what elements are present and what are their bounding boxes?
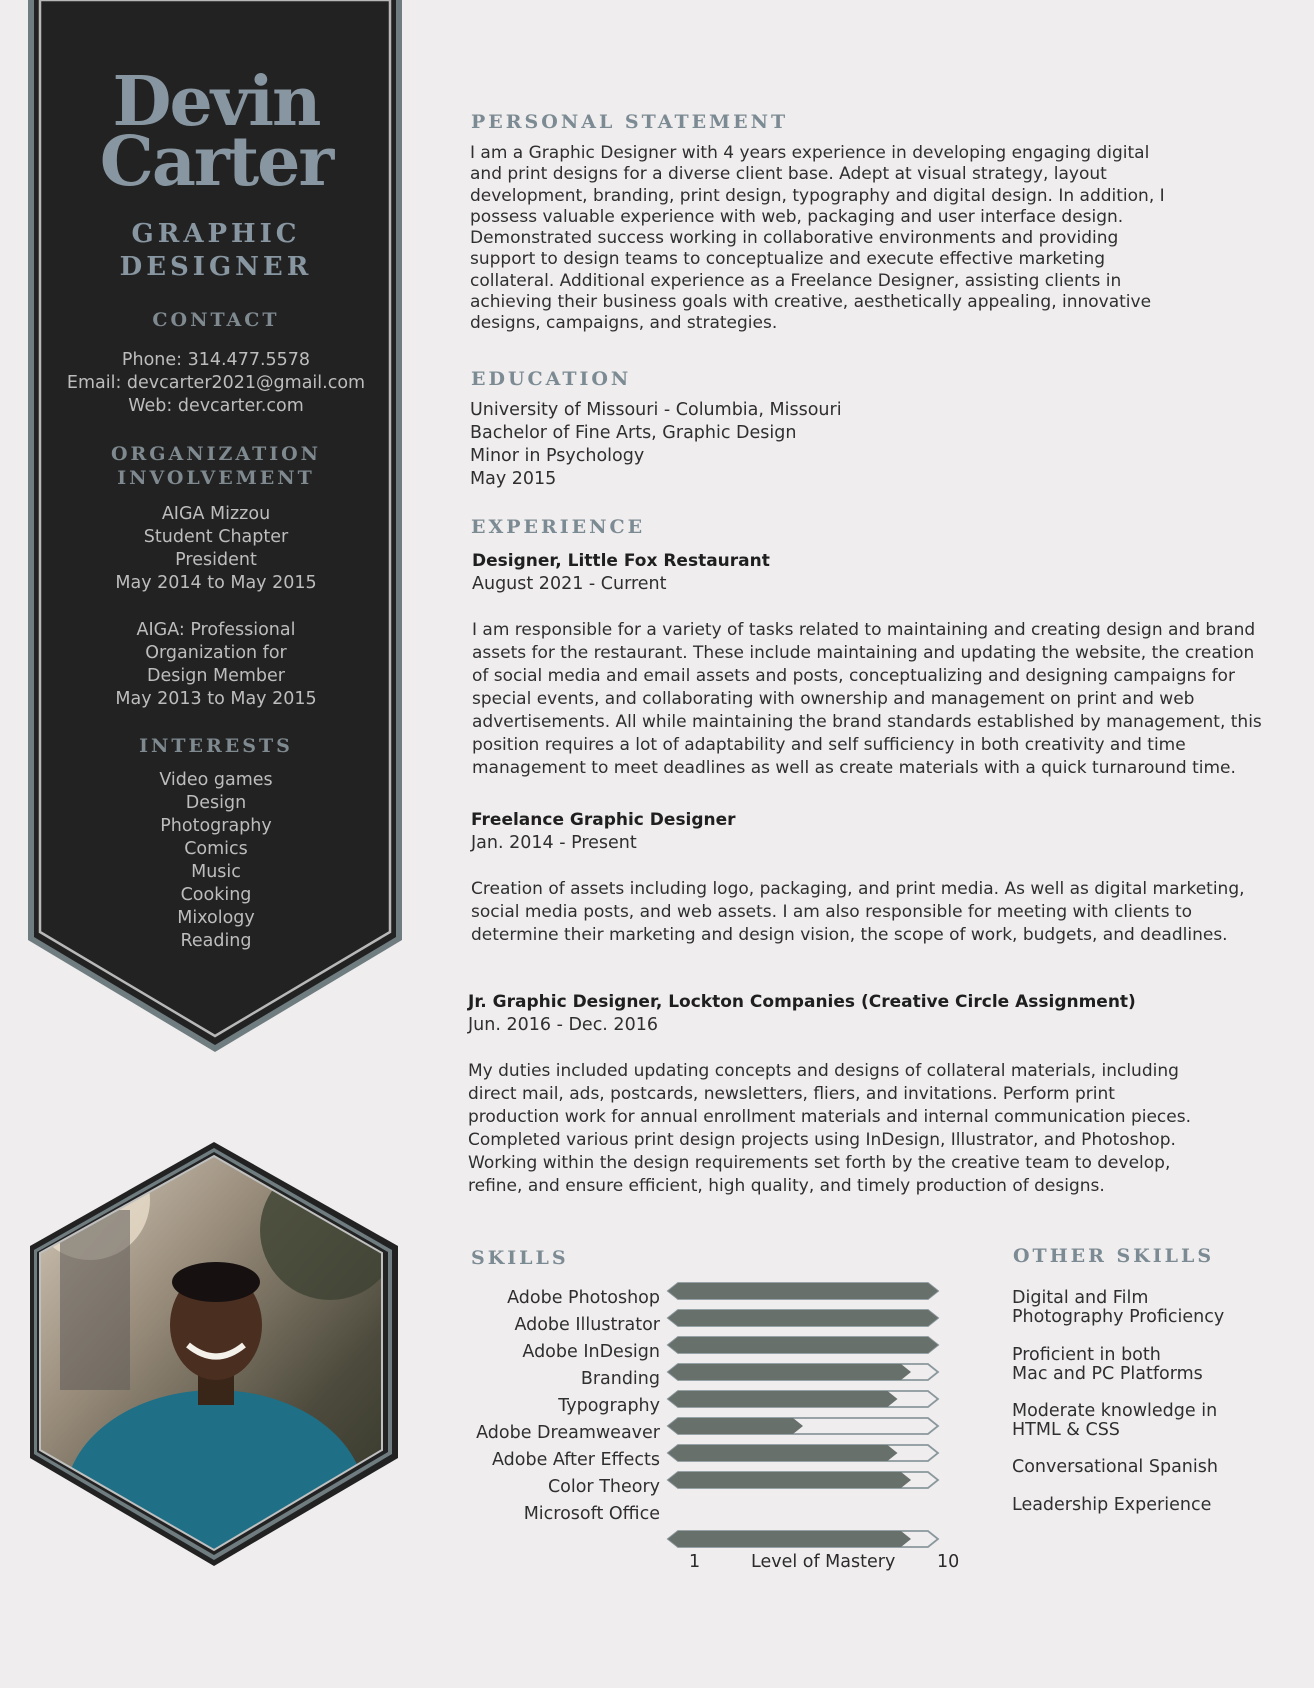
- list-item: Design: [185, 793, 247, 813]
- list-item: Cooking: [180, 885, 252, 905]
- skill-label: Microsoft Office: [523, 1504, 660, 1524]
- list-item: Video games: [159, 770, 273, 790]
- last-name: Carter: [99, 122, 333, 202]
- skill-label: Typography: [558, 1396, 660, 1416]
- personal-statement: I am a Graphic Designer with 4 years experience in developing engaging digital and print designs for a diverse client base. Adept at visual strategy, layout development, branding, print design, typography and digital design. In addition, I possess valuable experience with web, packaging and user interface design. Demonstrated success working in collaborative environments and providing support to design teams to conceptualize and execute effective marketing collateral. Additional experience as a Freelance Designer, assisting clients in achieving their business goals with creative, aesthetically appealing, innovative designs, campaigns, and strategies.: [470, 143, 1165, 334]
- list-item: Photography: [160, 816, 272, 836]
- scale-min: 1: [689, 1552, 701, 1572]
- job-title: Freelance Graphic Designer: [471, 810, 736, 830]
- skill-label: Color Theory: [547, 1477, 660, 1497]
- contact-email: Email: devcarter2021@gmail.com: [66, 373, 366, 393]
- skill-bar-fill: [668, 1445, 898, 1461]
- skill-bar-fill: [668, 1337, 938, 1353]
- contact-info: [40, 349, 392, 418]
- job-title: Designer, Little Fox Restaurant: [472, 551, 770, 571]
- job-title-heading: GRAPHIC DESIGNER: [119, 219, 313, 282]
- skill-bar-fill: [668, 1364, 911, 1380]
- experience-entry: [468, 991, 1191, 1198]
- skill-label: Adobe InDesign: [522, 1342, 660, 1362]
- skill-label: Branding: [580, 1369, 660, 1389]
- job-description: My duties included updating concepts and designs of collateral materials, including direct mail, ads, postcards, newsletters, fliers, and invitations. Perform print production work for annual enrollment materials and internal communication pieces. Completed various print design projects using InDesign, Illustrator, and Photoshop. Working within the design requirements set forth by the creative team to develop, refine, and ensure efficient, high quality, and timely production of designs.: [468, 1061, 1191, 1196]
- list-item: Mixology: [177, 908, 255, 928]
- interests-heading: INTERESTS: [139, 735, 293, 757]
- other-skill-item: Conversational Spanish: [1012, 1457, 1218, 1477]
- skill-bars: [660, 1280, 950, 1550]
- skill-label: Adobe After Effects: [492, 1450, 660, 1470]
- experience-entry: [472, 550, 1262, 780]
- list-item: Reading: [180, 931, 252, 951]
- job-description: Creation of assets including logo, packaging, and print media. As well as digital marketing, social media posts, and web assets. I am also responsible for meeting with clients to determine their marketing and design vision, the scope of work, budgets, and deadlines.: [471, 879, 1245, 945]
- experience-heading: EXPERIENCE: [471, 516, 646, 538]
- education-details: University of Missouri - Columbia, Missouri Bachelor of Fine Arts, Graphic Design Minor in Psychology May 2015: [470, 400, 842, 489]
- job-dates: Jan. 2014 - Present: [471, 833, 637, 853]
- scale-label: Level of Mastery: [751, 1552, 896, 1572]
- other-skill-item: Digital and Film Photography Proficiency: [1012, 1288, 1225, 1327]
- interests-list: [40, 769, 392, 953]
- skill-label: Adobe Photoshop: [507, 1288, 660, 1308]
- skill-bar-fill: [668, 1531, 911, 1547]
- contact-heading: CONTACT: [152, 309, 280, 331]
- other-skill-item: Moderate knowledge in HTML & CSS: [1012, 1401, 1218, 1440]
- contact-web: Web: devcarter.com: [128, 396, 304, 416]
- profile-photo: [0, 1140, 420, 1570]
- experience-entry: [471, 809, 1245, 947]
- skill-bar-fill: [668, 1283, 938, 1299]
- name-heading: [40, 62, 392, 202]
- list-item: Comics: [184, 839, 248, 859]
- organization-item: AIGA: Professional Organization for Design Member May 2013 to May 2015: [115, 620, 317, 709]
- skills-heading: SKILLS: [471, 1247, 569, 1269]
- education-heading: EDUCATION: [471, 368, 632, 390]
- list-item: Music: [191, 862, 241, 882]
- job-description: I am responsible for a variety of tasks related to maintaining and creating design and brand assets for the restaurant. These include maintaining and updating the website, the creation of social media and email assets and posts, conceptualizing and designing campaigns for special events, and collaborating with ownership and management on print and web advertisements. All while maintaining the brand standards established by management, this position requires a lot of adaptability and self sufficiency in both creativity and time management to meet deadlines as well as create materials with a quick turnaround time.: [472, 620, 1262, 778]
- skill-bar-fill: [668, 1472, 911, 1488]
- skill-bar-fill: [668, 1418, 803, 1434]
- skill-label: Adobe Illustrator: [514, 1315, 660, 1335]
- organization-heading: ORGANIZATION INVOLVEMENT: [110, 443, 322, 489]
- first-name: Devin: [112, 62, 320, 142]
- other-skills-heading: OTHER SKILLS: [1013, 1245, 1215, 1267]
- skill-bar-fill: [668, 1391, 898, 1407]
- job-dates: August 2021 - Current: [472, 574, 667, 594]
- personal-statement-heading: PERSONAL STATEMENT: [471, 111, 789, 133]
- skill-label: Adobe Dreamweaver: [476, 1423, 660, 1443]
- skill-bar-fill: [668, 1310, 938, 1326]
- job-title: Jr. Graphic Designer, Lockton Companies (Creative Circle Assignment): [468, 992, 1136, 1012]
- contact-phone: Phone: 314.477.5578: [121, 350, 311, 370]
- other-skill-item: Proficient in both Mac and PC Platforms: [1012, 1345, 1203, 1384]
- organization-item: AIGA Mizzou Student Chapter President May 2014 to May 2015: [115, 504, 317, 593]
- other-skill-item: Leadership Experience: [1012, 1495, 1212, 1515]
- scale-max: 10: [937, 1552, 960, 1572]
- job-dates: Jun. 2016 - Dec. 2016: [468, 1015, 658, 1035]
